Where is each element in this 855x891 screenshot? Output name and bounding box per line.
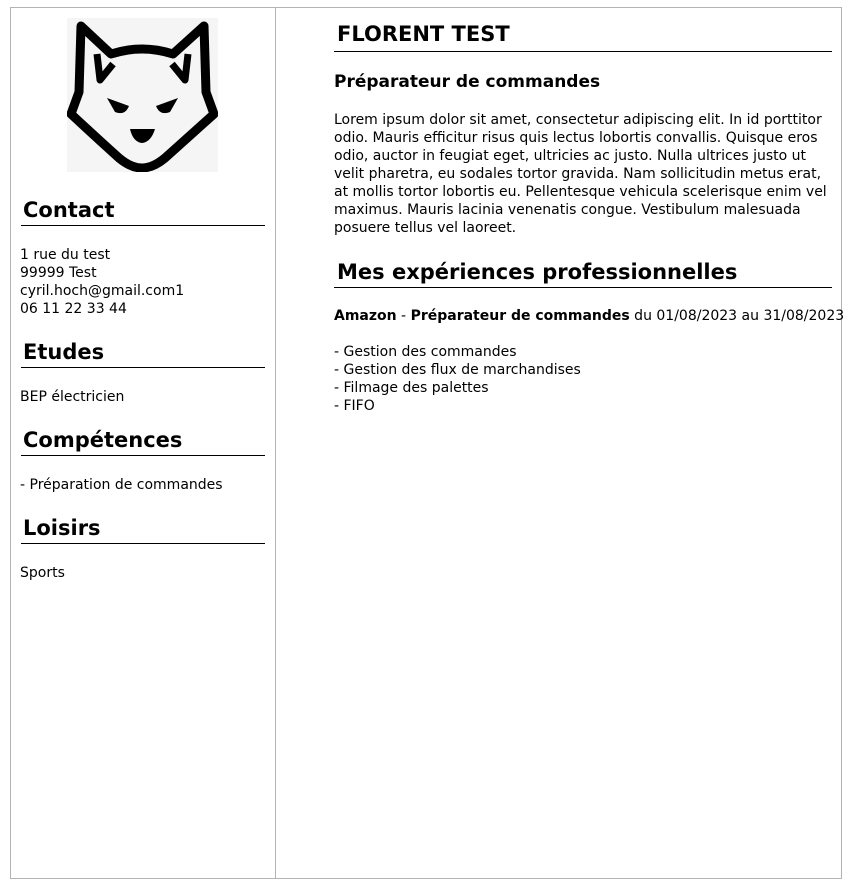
experience-position: Préparateur de commandes: [410, 308, 630, 324]
loisirs-text: Sports: [20, 565, 65, 581]
avatar: [67, 18, 218, 172]
experience-task-list: [334, 343, 581, 415]
list-item: - Gestion des commandes: [334, 344, 517, 360]
main-content: [277, 8, 845, 878]
etudes-heading: Etudes: [21, 340, 265, 368]
contact-info: [20, 246, 270, 318]
contact-heading: Contact: [21, 198, 265, 226]
etudes-text: BEP électricien: [20, 389, 125, 405]
experience-heading: Mes expériences professionnelles: [334, 259, 832, 288]
experience-dates: du 01/08/2023 au 31/08/2023: [629, 308, 845, 324]
contact-city: 99999 Test: [20, 265, 97, 281]
experience-header: [334, 307, 845, 325]
contact-phone: 06 11 22 33 44: [20, 301, 127, 317]
list-item: - Filmage des palettes: [334, 380, 489, 396]
cv-page: [10, 7, 845, 879]
competences-text: - Préparation de commandes: [20, 477, 223, 493]
fox-icon: [67, 18, 218, 172]
loisirs-heading: Loisirs: [21, 516, 265, 544]
profile-description: Lorem ipsum dolor sit amet, consectetur adipiscing elit. In id porttitor odio. Mauris efficitur risus quis lectus lobortis convallis. Quisque eros odio, auctor in feugiat eget, ultricies ac justo. Nulla ultrices justo ut velit pharetra, eu sodales tortor gravida. Nam sollicitudin metus erat, at mollis tortor lobortis eu. Pellentesque vehicula scelerisque enim vel maximus. Mauris lacinia venenatis congue. Vestibulum malesuada posuere tellus vel laoreet.: [334, 112, 827, 236]
experience-company: Amazon: [334, 308, 397, 324]
list-item: - Gestion des flux de marchandises: [334, 362, 581, 378]
list-item: - FIFO: [334, 398, 375, 414]
sidebar: [11, 8, 276, 878]
experience-separator: -: [396, 308, 411, 324]
contact-address: 1 rue du test: [20, 247, 111, 263]
competences-heading: Compétences: [21, 428, 265, 456]
candidate-name: FLORENT TEST: [334, 21, 832, 52]
job-title: Préparateur de commandes: [334, 72, 601, 92]
contact-email: cyril.hoch@gmail.com1: [20, 283, 185, 299]
